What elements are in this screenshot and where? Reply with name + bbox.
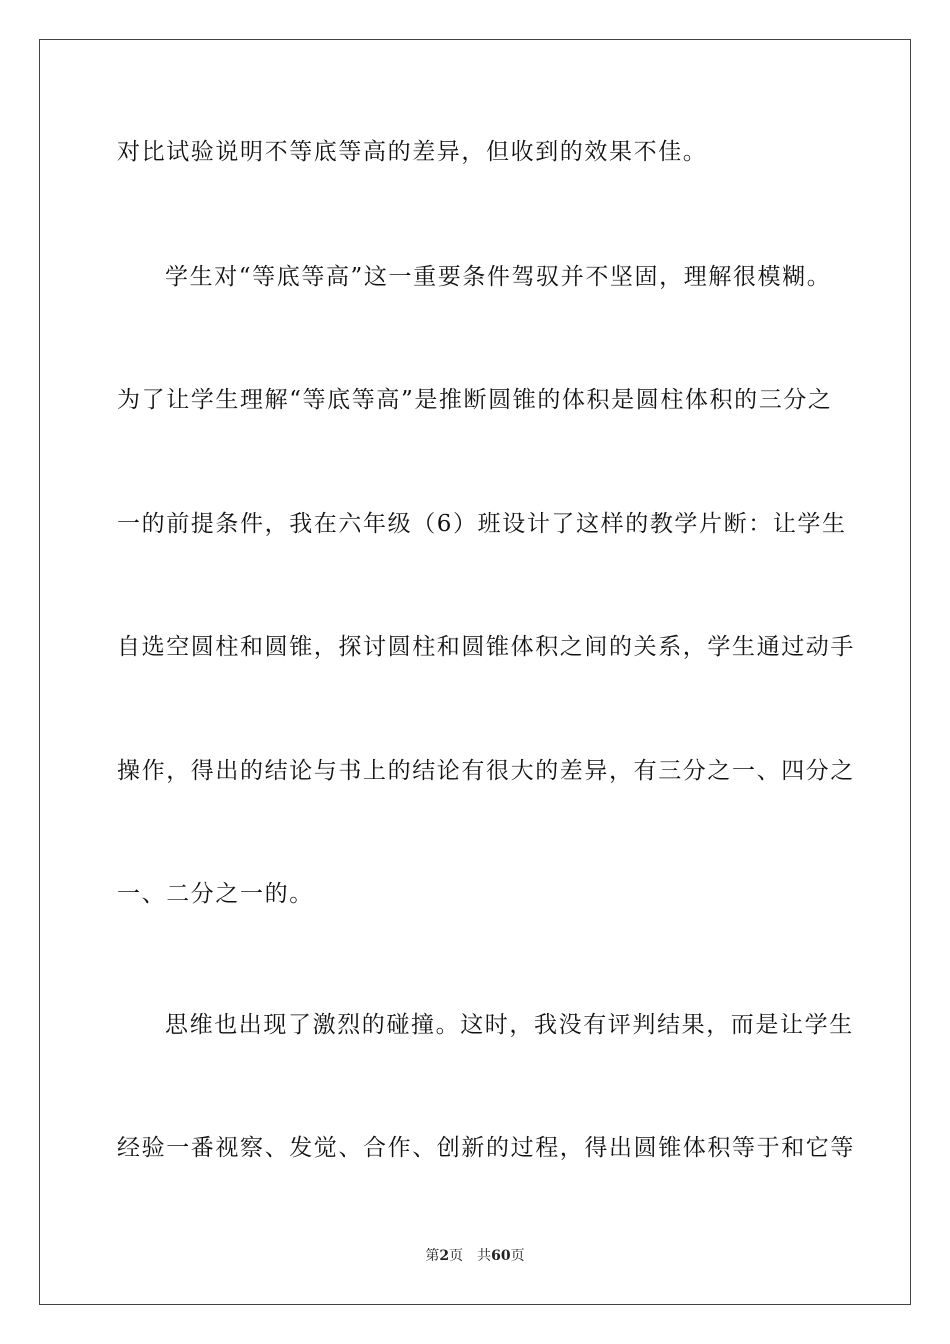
text-line-6: 操作，得出的结论与书上的结论有很大的差异，有三分之一、四分之 [117, 758, 855, 784]
text-line-9: 经验一番视察、发觉、合作、创新的过程，得出圆锥体积等于和它等 [117, 1135, 855, 1161]
text-line-3: 为了让学生理解“等底等高”是推断圆锥的体积是圆柱体积的三分之 [117, 387, 833, 413]
text-line-7: 一、二分之一的。 [117, 881, 314, 907]
text-line-1: 对比试验说明不等底等高的差异，但收到的效果不佳。 [117, 139, 708, 165]
text-line-5: 自选空圆柱和圆锥，探讨圆柱和圆锥体积之间的关系，学生通过动手 [117, 634, 855, 660]
footer-total-suffix: 页 [510, 1248, 525, 1264]
footer-total-prefix: 共 [477, 1248, 492, 1264]
footer-page-suffix: 页 [449, 1248, 464, 1264]
footer-page-prefix: 第 [425, 1248, 440, 1264]
page-border [39, 39, 911, 1305]
text-line-2: 学生对“等底等高”这一重要条件驾驭并不坚固，理解很模糊。 [165, 264, 832, 290]
page-footer [0, 1247, 950, 1265]
text-line-8: 思维也出现了激烈的碰撞。这时，我没有评判结果，而是让学生 [165, 1012, 854, 1038]
footer-page-number: 2 [439, 1248, 450, 1264]
footer-total-pages: 60 [491, 1248, 511, 1264]
text-line-4: 一的前提条件，我在六年级（6）班设计了这样的教学片断：让学生 [117, 511, 847, 537]
